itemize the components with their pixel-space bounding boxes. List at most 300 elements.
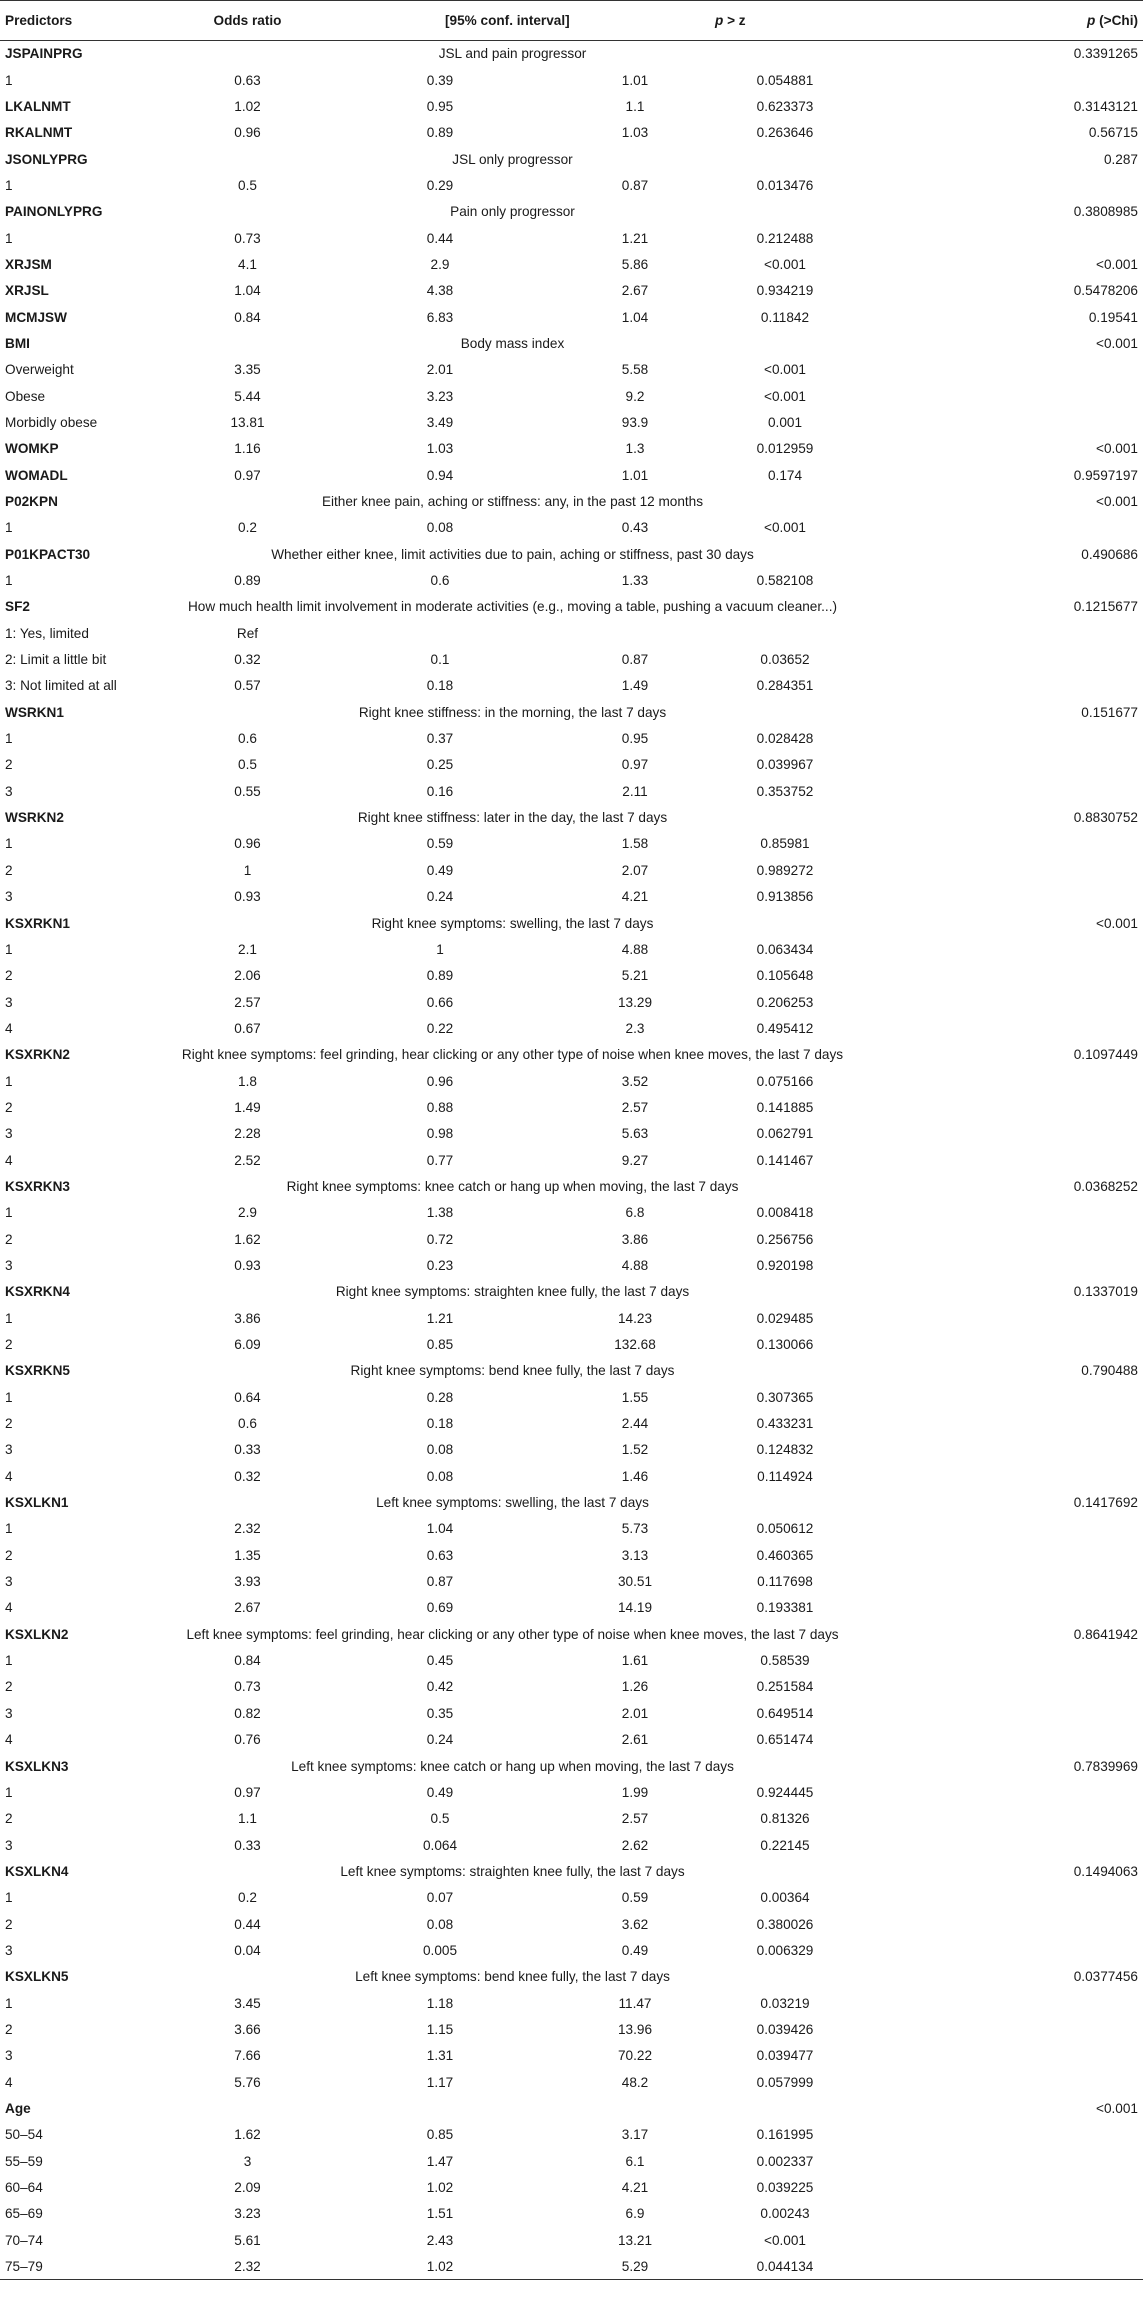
predictor-level: 75–79: [0, 2253, 170, 2279]
odds-ratio-cell: 0.76: [234, 1732, 261, 1748]
ci-lower-cell: 1.02: [325, 2253, 555, 2279]
table-row: [0, 1516, 1143, 1542]
odds-ratio-cell: Ref: [236, 625, 259, 641]
p-z-cell: <0.001: [764, 2232, 806, 2248]
table-row: [0, 646, 1143, 672]
p-z-cell: 0.039477: [756, 2048, 814, 2064]
odds-ratio-cell: 0.2: [238, 1890, 257, 1906]
odds-ratio-cell: 2.32: [234, 1521, 261, 1537]
p-chi-cell: [855, 1147, 1143, 1173]
odds-ratio-cell: 0.44: [234, 1916, 261, 1932]
ci-lower-cell: 1.04: [426, 1521, 454, 1537]
table-row: [0, 620, 1143, 646]
ci-upper-cell: 0.49: [621, 1942, 649, 1958]
p-chi-cell: 0.9597197: [1073, 467, 1138, 483]
predictor-group-row: [0, 199, 1143, 225]
table-row: [0, 357, 1143, 383]
table-row: [0, 2148, 1143, 2174]
predictor-description: Left knee symptoms: knee catch or hang up when moving, the last 7 days: [291, 1758, 734, 1774]
predictor-level: 1: [5, 1389, 13, 1405]
p-chi-cell: 0.8830752: [1073, 810, 1138, 826]
predictor-group-row: [0, 910, 1143, 936]
header-p-chi-p: p: [1087, 13, 1096, 28]
predictor-name: KSXLKN3: [5, 1758, 69, 1774]
odds-ratio-cell: 0.55: [234, 783, 261, 799]
p-z-cell: 0.81326: [760, 1811, 810, 1827]
p-chi-cell: 0.790488: [1081, 1363, 1138, 1379]
ci-lower-cell: 0.45: [426, 1653, 454, 1669]
predictor-level: XRJSL: [5, 283, 49, 299]
p-chi-cell: [855, 2174, 1143, 2200]
p-z-cell: 0.028428: [756, 731, 814, 747]
p-z-cell: 0.00364: [760, 1890, 810, 1906]
table-row: [0, 1911, 1143, 1937]
ci-lower-cell: 1.15: [426, 2021, 454, 2037]
predictor-description: JSL only progressor: [452, 151, 573, 167]
ci-upper-cell: 14.23: [617, 1310, 653, 1326]
p-z-cell: 0.284351: [756, 678, 814, 694]
predictor-name: BMI: [5, 335, 30, 351]
predictor-group-row: [0, 41, 1143, 67]
predictor-level: 1: [5, 177, 13, 193]
predictor-level: 3: Not limited at all: [5, 678, 117, 694]
odds-ratio-cell: 0.82: [234, 1705, 261, 1721]
odds-ratio-cell: 1.62: [234, 2127, 261, 2143]
predictor-level: 1: [5, 1890, 13, 1906]
predictor-level: 4: [5, 2074, 13, 2090]
p-chi-cell: 0.5478206: [1073, 283, 1138, 299]
predictor-description: Whether either knee, limit activities due to pain, aching or stiffness, past 30 days: [271, 546, 754, 562]
table-row: [0, 2043, 1143, 2069]
ci-lower-cell: [325, 620, 555, 646]
p-z-cell: 0.161995: [756, 2127, 814, 2143]
p-chi-cell: 0.0368252: [1073, 1178, 1138, 1194]
ci-lower-cell: 1.18: [426, 1995, 454, 2011]
ci-upper-cell: 70.22: [617, 2048, 653, 2064]
p-chi-cell: [855, 2148, 1143, 2174]
predictor-level: 2: [5, 1547, 13, 1563]
odds-ratio-cell: 2.09: [234, 2180, 261, 2196]
ci-upper-cell: 4.88: [621, 1257, 649, 1273]
p-z-cell: 0.03652: [760, 652, 810, 668]
table-row: [0, 725, 1143, 751]
ci-lower-cell: 1.17: [426, 2074, 454, 2090]
p-chi-cell: [855, 1331, 1143, 1357]
predictor-group-row: [0, 1858, 1143, 1884]
table-row: [0, 2016, 1143, 2042]
p-chi-cell: 0.1337019: [1073, 1284, 1138, 1300]
ci-lower-cell: 1: [436, 941, 444, 957]
ci-lower-cell: 0.49: [426, 862, 454, 878]
table-row: [0, 383, 1143, 409]
table-row: [0, 752, 1143, 778]
p-chi-cell: [855, 2227, 1143, 2253]
p-z-cell: 0.141885: [756, 1099, 814, 1115]
ci-lower-cell: 0.96: [426, 1073, 454, 1089]
odds-ratio-cell: 2.1: [238, 941, 257, 957]
ci-upper-cell: 4.21: [621, 2180, 649, 2196]
p-z-cell: <0.001: [764, 388, 806, 404]
p-z-cell: <0.001: [764, 256, 806, 272]
odds-ratio-cell: 7.66: [234, 2048, 261, 2064]
p-chi-cell: [855, 1463, 1143, 1489]
predictor-name: KSXRKN4: [5, 1284, 70, 1300]
table-row: [0, 2174, 1143, 2200]
table-row: [0, 1305, 1143, 1331]
p-chi-cell: [855, 2122, 1143, 2148]
odds-ratio-cell: 0.33: [234, 1837, 261, 1853]
ci-upper-cell: 1.26: [621, 1679, 649, 1695]
p-chi-cell: 0.1494063: [1073, 1863, 1138, 1879]
ci-lower-cell: 0.42: [426, 1679, 454, 1695]
predictor-level: 2: [5, 757, 13, 773]
p-chi-cell: 0.1215677: [1073, 599, 1138, 615]
p-z-cell: 0.008418: [756, 1205, 814, 1221]
odds-ratio-cell: 0.32: [234, 652, 261, 668]
predictor-level: 55–59: [5, 2153, 43, 2169]
p-z-cell: 0.11842: [760, 309, 810, 325]
table-row: [0, 2069, 1143, 2095]
table-row: [0, 1937, 1143, 1963]
table-row: [0, 1542, 1143, 1568]
table-row: [0, 567, 1143, 593]
ci-lower-cell: 0.25: [426, 757, 454, 773]
p-z-cell: 0.460365: [756, 1547, 814, 1563]
p-z-cell: <0.001: [764, 520, 806, 536]
ci-upper-cell: 1.04: [621, 309, 649, 325]
p-chi-cell: [855, 778, 1143, 804]
p-z-cell: 0.934219: [756, 283, 814, 299]
ci-lower-cell: 0.08: [426, 1442, 454, 1458]
predictor-level: 3: [5, 1257, 13, 1273]
predictor-description: Right knee symptoms: straighten knee fully, the last 7 days: [335, 1284, 690, 1300]
p-z-cell: 0.057999: [756, 2074, 814, 2090]
p-z-cell: 0.251584: [756, 1679, 814, 1695]
ci-lower-cell: 0.24: [426, 889, 454, 905]
predictor-group-row: [0, 1279, 1143, 1305]
predictor-description: Right knee symptoms: swelling, the last 7 days: [371, 915, 654, 931]
odds-ratio-cell: 1.04: [234, 283, 261, 299]
p-chi-cell: [855, 567, 1143, 593]
ci-upper-cell: 1.61: [621, 1653, 649, 1669]
ci-lower-cell: 1.51: [426, 2206, 454, 2222]
ci-lower-cell: 0.69: [426, 1600, 454, 1616]
table-row: [0, 1885, 1143, 1911]
predictor-level: 4: [5, 1152, 13, 1168]
odds-ratio-cell: 1.02: [234, 98, 261, 114]
ci-upper-cell: 6.9: [625, 2206, 645, 2222]
odds-ratio-cell: 0.57: [234, 678, 261, 694]
predictor-level: 2: [5, 1811, 13, 1827]
predictor-level: 1: [5, 1995, 13, 2011]
header-p-chi: [855, 1, 1143, 41]
p-z-cell: 0.001: [767, 414, 803, 430]
p-chi-cell: [855, 673, 1143, 699]
predictor-description: Right knee symptoms: knee catch or hang up when moving, the last 7 days: [286, 1178, 739, 1194]
ci-upper-cell: 93.9: [621, 414, 649, 430]
predictor-level: WOMKP: [5, 441, 59, 457]
odds-ratio-cell: 2.57: [234, 994, 261, 1010]
ci-upper-cell: 5.63: [621, 1126, 649, 1142]
p-chi-cell: [855, 67, 1143, 93]
ci-upper-cell: 1.46: [621, 1468, 649, 1484]
predictor-level: 65–69: [5, 2206, 43, 2222]
predictor-name: KSXRKN3: [5, 1178, 70, 1194]
ci-lower-cell: 1.21: [426, 1310, 454, 1326]
p-chi-cell: [855, 831, 1143, 857]
predictor-level: 1: [5, 520, 13, 536]
ci-upper-cell: 1.1: [625, 98, 645, 114]
ci-upper-cell: 1.33: [621, 573, 649, 589]
predictor-level: WOMADL: [5, 467, 68, 483]
odds-ratio-cell: 0.89: [234, 573, 261, 589]
table-row: [0, 436, 1143, 462]
ci-upper-cell: 1.03: [621, 125, 649, 141]
p-z-cell: 0.050612: [756, 1521, 814, 1537]
header-p-z: [715, 1, 855, 41]
predictor-level: 1: [5, 1073, 13, 1089]
predictor-level: 3: [5, 1942, 13, 1958]
predictor-name: JSONLYPRG: [5, 151, 88, 167]
predictor-level: 4: [5, 1468, 13, 1484]
ci-lower-cell: 0.07: [426, 1890, 454, 1906]
table-row: [0, 1990, 1143, 2016]
p-chi-cell: 0.8641942: [1073, 1626, 1138, 1642]
predictor-level: 4: [5, 1732, 13, 1748]
p-chi-cell: [855, 172, 1143, 198]
p-z-cell: 0.623373: [756, 98, 814, 114]
p-z-cell: 0.913856: [756, 889, 814, 905]
predictor-group-row: [0, 1042, 1143, 1068]
ci-lower-cell: 0.1: [430, 652, 450, 668]
p-z-cell: 0.920198: [756, 1257, 814, 1273]
odds-ratio-cell: 3.45: [234, 1995, 261, 2011]
predictor-group-row: [0, 488, 1143, 514]
ci-upper-cell: 1.49: [621, 678, 649, 694]
p-chi-cell: [855, 989, 1143, 1015]
odds-ratio-cell: 1.49: [234, 1099, 261, 1115]
predictor-description: Right knee stiffness: in the morning, the last 7 days: [358, 704, 667, 720]
odds-ratio-cell: 0.6: [238, 1416, 257, 1432]
predictor-name: KSXLKN5: [5, 1969, 69, 1985]
odds-ratio-cell: 0.73: [234, 1679, 261, 1695]
odds-ratio-cell: 0.63: [234, 72, 261, 88]
table-row: [0, 251, 1143, 277]
ci-upper-cell: 1.01: [621, 72, 649, 88]
table-row: [0, 936, 1143, 962]
p-z-cell: 0.00243: [760, 2206, 810, 2222]
odds-ratio-cell: 0.64: [234, 1389, 261, 1405]
p-chi-cell: [855, 2016, 1143, 2042]
table-row: [0, 884, 1143, 910]
predictor-group-row: [0, 1358, 1143, 1384]
predictor-description: Right knee symptoms: feel grinding, hear clicking or any other type of noise when knee moves, the last 7 days: [181, 1047, 844, 1063]
odds-ratio-cell: 0.73: [234, 230, 261, 246]
ci-upper-cell: 1.3: [625, 441, 645, 457]
header-p-z-p: p: [715, 13, 724, 28]
p-z-cell: 0.141467: [756, 1152, 814, 1168]
p-z-cell: 0.85981: [760, 836, 810, 852]
odds-ratio-cell: 0.93: [234, 1257, 261, 1273]
ci-upper-cell: 1.58: [621, 836, 649, 852]
p-chi-cell: [855, 646, 1143, 672]
odds-ratio-cell: 0.6: [238, 731, 257, 747]
odds-ratio-cell: 2.52: [234, 1152, 261, 1168]
table-row: [0, 1015, 1143, 1041]
predictor-name: KSXRKN2: [5, 1047, 70, 1063]
ci-upper-cell: 0.43: [621, 520, 649, 536]
table-row: [0, 2122, 1143, 2148]
table-row: [0, 1410, 1143, 1436]
p-z-cell: 0.212488: [756, 230, 814, 246]
table-row: [0, 1727, 1143, 1753]
ci-upper-cell: 5.21: [621, 968, 649, 984]
odds-ratio-cell: 1.1: [238, 1811, 257, 1827]
p-chi-cell: [855, 357, 1143, 383]
odds-ratio-cell: 5.44: [234, 388, 261, 404]
p-chi-cell: [855, 1252, 1143, 1278]
predictor-level: 3: [5, 1442, 13, 1458]
odds-ratio-cell: 2.06: [234, 968, 261, 984]
predictor-group-row: [0, 1621, 1143, 1647]
p-chi-cell: <0.001: [1096, 915, 1138, 931]
p-chi-cell: [855, 857, 1143, 883]
predictor-level: 1: [5, 941, 13, 957]
p-chi-cell: [855, 1647, 1143, 1673]
p-chi-cell: [855, 1568, 1143, 1594]
ci-lower-cell: 0.49: [426, 1784, 454, 1800]
ci-upper-cell: 1.55: [621, 1389, 649, 1405]
ci-upper-cell: 11.47: [618, 1995, 652, 2011]
p-z-cell: 0.649514: [756, 1705, 814, 1721]
p-chi-cell: [855, 1305, 1143, 1331]
p-chi-cell: [855, 1937, 1143, 1963]
p-chi-cell: 0.3808985: [1073, 204, 1138, 220]
p-chi-cell: 0.287: [1103, 151, 1138, 167]
p-chi-cell: [855, 409, 1143, 435]
header-p-z-rest: > z: [723, 13, 746, 28]
ci-lower-cell: 1.47: [426, 2153, 454, 2169]
table-row: [0, 1437, 1143, 1463]
ci-upper-cell: 6.8: [625, 1205, 645, 1221]
p-chi-cell: [855, 1542, 1143, 1568]
ci-upper-cell: 9.2: [625, 388, 645, 404]
p-chi-cell: [855, 1832, 1143, 1858]
ci-upper-cell: 9.27: [621, 1152, 649, 1168]
p-chi-cell: [855, 1700, 1143, 1726]
ci-upper-cell: 132.68: [614, 1337, 656, 1353]
odds-ratio-cell: 2.67: [234, 1600, 261, 1616]
predictor-name: SF2: [5, 599, 30, 615]
ci-lower-cell: 0.39: [426, 72, 454, 88]
odds-ratio-cell: 0.33: [234, 1442, 261, 1458]
predictor-level: 3: [5, 1126, 13, 1142]
ci-lower-cell: 0.6: [430, 573, 450, 589]
ci-lower-cell: 1.38: [426, 1205, 454, 1221]
table-row: [0, 172, 1143, 198]
predictor-name: KSXRKN5: [5, 1363, 70, 1379]
predictor-group-row: [0, 1173, 1143, 1199]
ci-lower-cell: 0.85: [426, 1337, 454, 1353]
ci-lower-cell: 1.02: [426, 2180, 454, 2196]
p-z-cell: 0.039225: [756, 2180, 814, 2196]
predictor-group-row: [0, 1753, 1143, 1779]
predictor-level: 2: [5, 1416, 13, 1432]
ci-lower-cell: 0.064: [422, 1837, 458, 1853]
p-z-cell: [715, 620, 855, 646]
ci-lower-cell: 0.87: [426, 1574, 454, 1590]
ci-upper-cell: 30.51: [617, 1574, 653, 1590]
p-chi-cell: [855, 1990, 1143, 2016]
predictor-level: Morbidly obese: [5, 414, 98, 430]
predictor-level: 3: [5, 783, 13, 799]
odds-ratio-cell: 0.04: [234, 1942, 261, 1958]
p-z-cell: 0.105648: [756, 968, 814, 984]
predictor-name: KSXLKN2: [5, 1626, 69, 1642]
p-z-cell: 0.054881: [756, 72, 814, 88]
odds-ratio-cell: 1.8: [238, 1073, 257, 1089]
p-chi-cell: [855, 2201, 1143, 2227]
predictor-group-row: [0, 804, 1143, 830]
predictor-level: 2: [5, 862, 13, 878]
predictor-level: 70–74: [5, 2232, 43, 2248]
ci-upper-cell: 6.1: [625, 2153, 645, 2169]
p-z-cell: 0.039426: [756, 2021, 814, 2037]
table-row: [0, 1068, 1143, 1094]
table-row: [0, 515, 1143, 541]
p-chi-cell: [855, 1911, 1143, 1937]
p-chi-cell: [855, 1595, 1143, 1621]
ci-lower-cell: 0.35: [426, 1705, 454, 1721]
ci-lower-cell: 0.5: [430, 1811, 450, 1827]
p-z-cell: 0.03219: [760, 1995, 810, 2011]
predictor-level: Obese: [5, 388, 46, 404]
ci-lower-cell: 0.85: [426, 2127, 454, 2143]
ci-lower-cell: 0.94: [426, 467, 454, 483]
p-chi-cell: 0.3143121: [1073, 98, 1138, 114]
p-z-cell: 0.114924: [757, 1468, 813, 1484]
ci-upper-cell: 4.21: [621, 889, 649, 905]
ci-lower-cell: 0.89: [426, 968, 454, 984]
ci-upper-cell: 0.97: [621, 757, 649, 773]
table-row: [0, 1568, 1143, 1594]
p-chi-cell: [855, 1200, 1143, 1226]
ci-upper-cell: 1.52: [621, 1442, 649, 1458]
ci-upper-cell: 5.58: [621, 362, 649, 378]
odds-ratio-cell: 5.76: [234, 2074, 261, 2090]
predictor-group-row: [0, 594, 1143, 620]
table-row: [0, 409, 1143, 435]
predictor-description: JSL and pain progressor: [438, 46, 587, 62]
predictor-level: 2: [5, 1231, 13, 1247]
p-z-cell: 0.039967: [756, 757, 814, 773]
predictor-level: XRJSM: [5, 256, 52, 272]
ci-upper-cell: 13.96: [617, 2021, 653, 2037]
predictor-description: Left knee symptoms: feel grinding, hear clicking or any other type of noise when knee moves, the last 7 days: [186, 1626, 839, 1642]
ci-lower-cell: 2.43: [426, 2232, 454, 2248]
table-row: [0, 778, 1143, 804]
odds-ratio-cell: 0.32: [234, 1468, 261, 1484]
p-chi-cell: [855, 1885, 1143, 1911]
predictor-level: 1: [5, 1653, 13, 1669]
predictor-level: 1: Yes, limited: [5, 625, 89, 641]
ci-upper-cell: 4.88: [621, 941, 649, 957]
ci-upper-cell: 14.19: [617, 1600, 653, 1616]
table-row: [0, 857, 1143, 883]
ci-lower-cell: 0.18: [426, 678, 454, 694]
p-z-cell: 0.062791: [756, 1126, 814, 1142]
table-row: [0, 673, 1143, 699]
